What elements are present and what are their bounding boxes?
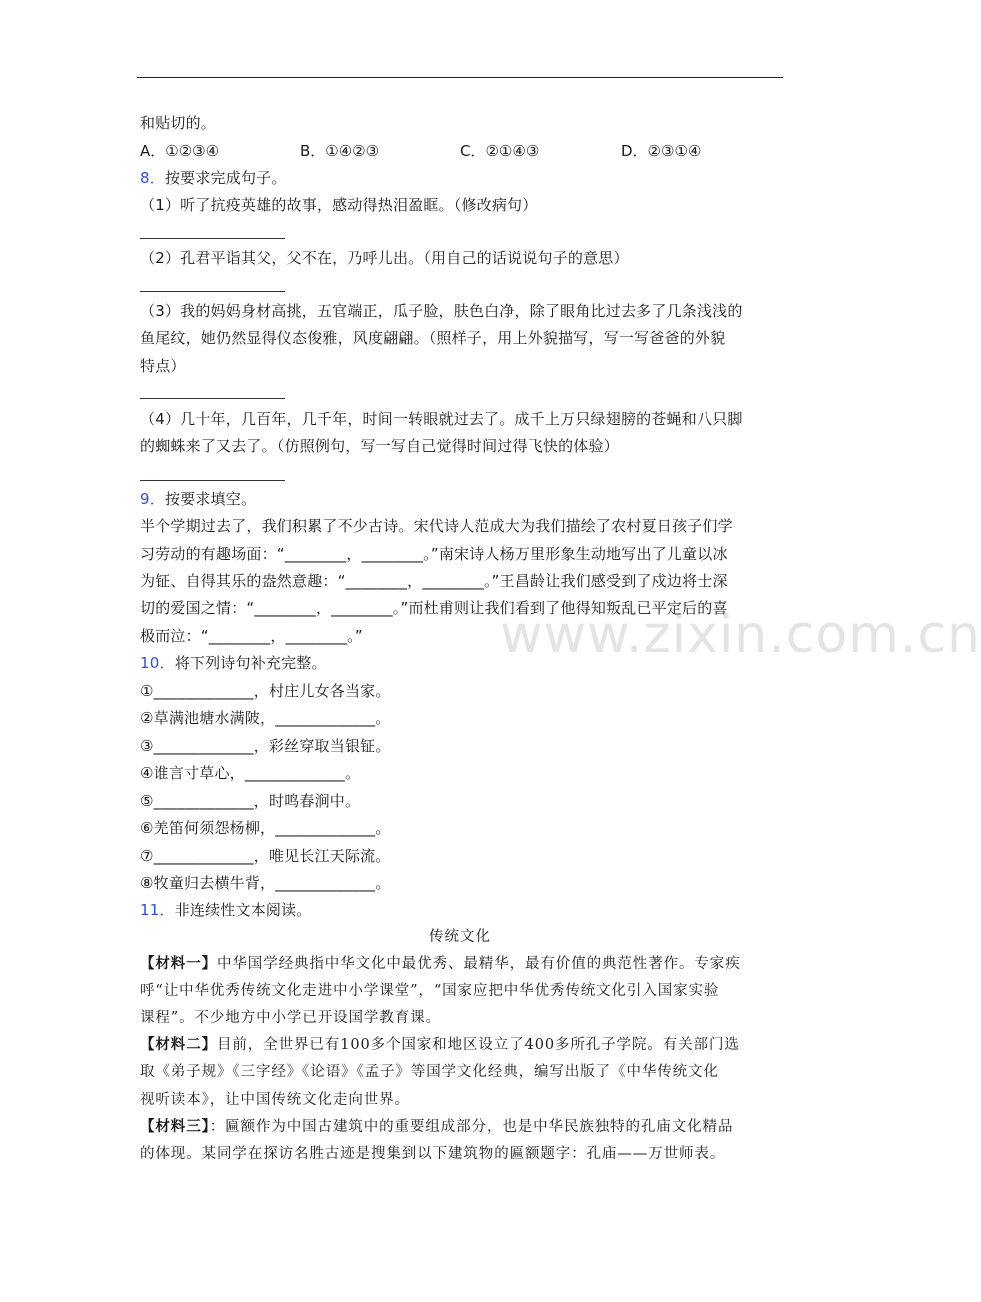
q10-line-1: ①_____________，村庄儿女各当家。 [140, 682, 391, 700]
q8-heading [140, 168, 287, 188]
q10-line-7: ⑦_____________，唯见长江天际流。 [140, 847, 391, 865]
q9-line-1: 半个学期过去了，我们积累了不少古诗。宋代诗人范成大为我们描绘了农村夏日孩子们学 [140, 517, 733, 535]
q11-number: 11． [140, 901, 175, 919]
q8-item-4-line-2: 的蜘蛛来了又去了。（仿照例句，写一写自己觉得时间过得飞快的体验） [140, 437, 619, 455]
q9-line-5: 极而泣：“________，________。” [140, 627, 363, 645]
q8-prompt: 按要求完成句子。 [164, 169, 287, 187]
q9-prompt: 按要求填空。 [164, 490, 257, 508]
material-1-line-3: 课程”。不少地方中小学已开设国学教育课。 [140, 1010, 441, 1026]
q8-answer-line-2[interactable] [140, 291, 285, 292]
q8-answer-line-1[interactable] [140, 238, 285, 239]
q9-line-3: 为钲、自得其乐的盎然意趣：“________，________。”王昌龄让我们感受到了戍边将士深 [140, 572, 728, 590]
material-3-label: 【材料三】 [140, 1118, 210, 1135]
q7-option-c[interactable]: C．②①④③ [460, 142, 540, 160]
passage-title: 传统文化 [429, 929, 491, 945]
q8-item-3-line-3: 特点） [140, 357, 186, 375]
q8-item-2: （2）孔君平诣其父，父不在，乃呼儿出。（用自己的话说说句子的意思） [140, 249, 629, 267]
q8-item-1: （1）听了抗疫英雄的故事，感动得热泪盈眶。（修改病句） [140, 196, 538, 214]
q11-prompt: 非连续性文本阅读。 [174, 901, 312, 919]
material-3-line-2: 的体现。某同学在探访名胜古迹是搜集到以下建筑物的匾额题字：孔庙——万世师表。 [140, 1146, 726, 1162]
material-2-line-1 [140, 1035, 740, 1055]
material-1-text: 中华国学经典指中华文化中最优秀、最精华，最有价值的典范性著作。专家疾 [217, 956, 741, 972]
material-1-line-2: 呼“让中华优秀传统文化走进中小学课堂”，“国家应把中华优秀传统文化引入国家实验 [140, 983, 720, 999]
q11-heading [140, 900, 312, 920]
q10-line-4: ④谁言寸草心，_____________。 [140, 764, 361, 782]
q8-item-3-line-2: 鱼尾纹，她仍然显得仪态俊雅，风度翩翩。（照样子，用上外貌描写，写一写爸爸的外貌 [140, 329, 726, 347]
material-3-text: ：匾额作为中国古建筑中的重要组成部分，也是中华民族独特的孔庙文化精品 [209, 1119, 734, 1135]
q10-line-6: ⑥羌笛何须怨杨柳，_____________。 [140, 819, 391, 837]
q8-item-4-line-1: （4）几十年，几百年，几千年，时间一转眼就过去了。成千上万只绿翅膀的苍蝇和八只脚 [140, 410, 743, 428]
watermark: www.zixin.com.cn [500, 605, 981, 665]
q10-number: 10． [140, 654, 175, 672]
q8-answer-line-3[interactable] [140, 398, 285, 399]
q10-line-8: ⑧牧童归去横牛背，_____________。 [140, 874, 391, 892]
material-1-label: 【材料一】 [140, 955, 217, 972]
q10-heading [140, 653, 327, 673]
q7-option-d[interactable]: D．②③①④ [621, 142, 702, 160]
material-2-line-2: 取《弟子规》《三字经》《论语》《孟子》等国学文化经典，编写出版了《中华传统文化 [140, 1064, 719, 1080]
q9-number: 9． [140, 490, 165, 508]
q9-heading [140, 489, 256, 509]
q8-item-3-line-1: （3）我的妈妈身材高挑，五官端正，瓜子脸，肤色白净，除了眼角比过去多了几条浅浅的 [140, 302, 743, 320]
q8-answer-line-4[interactable] [140, 480, 285, 481]
q10-line-3: ③_____________，彩丝穿取当银钲。 [140, 737, 391, 755]
q9-line-2: 习劳动的有趣场面：“________，________。”南宋诗人杨万里形象生动地写出了儿童以冰 [140, 545, 728, 563]
q7-option-b[interactable]: B．①④②③ [300, 142, 380, 160]
q7-option-a[interactable]: A．①②③④ [140, 142, 220, 160]
material-1-line-1 [140, 954, 741, 974]
q9-line-4: 切的爱国之情：“________，________。”而杜甫则让我们看到了他得知叛乱已平定后的喜 [140, 599, 728, 617]
q10-line-2: ②草满池塘水满陂，_____________。 [140, 709, 391, 727]
q10-line-5: ⑤_____________，时鸣春涧中。 [140, 792, 361, 810]
material-3-line-1 [140, 1117, 733, 1137]
material-2-label: 【材料二】 [140, 1036, 217, 1053]
material-2-text: 目前，全世界已有100多个国家和地区设立了400多所孔子学院。有关部门选 [217, 1037, 740, 1053]
material-2-line-3: 视听读本》，让中国传统文化走向世界。 [140, 1092, 410, 1108]
q10-prompt: 将下列诗句补充完整。 [174, 654, 327, 672]
q7-text-tail: 和贴切的。 [140, 114, 217, 132]
q8-number: 8． [140, 169, 165, 187]
header-rule [137, 77, 783, 78]
